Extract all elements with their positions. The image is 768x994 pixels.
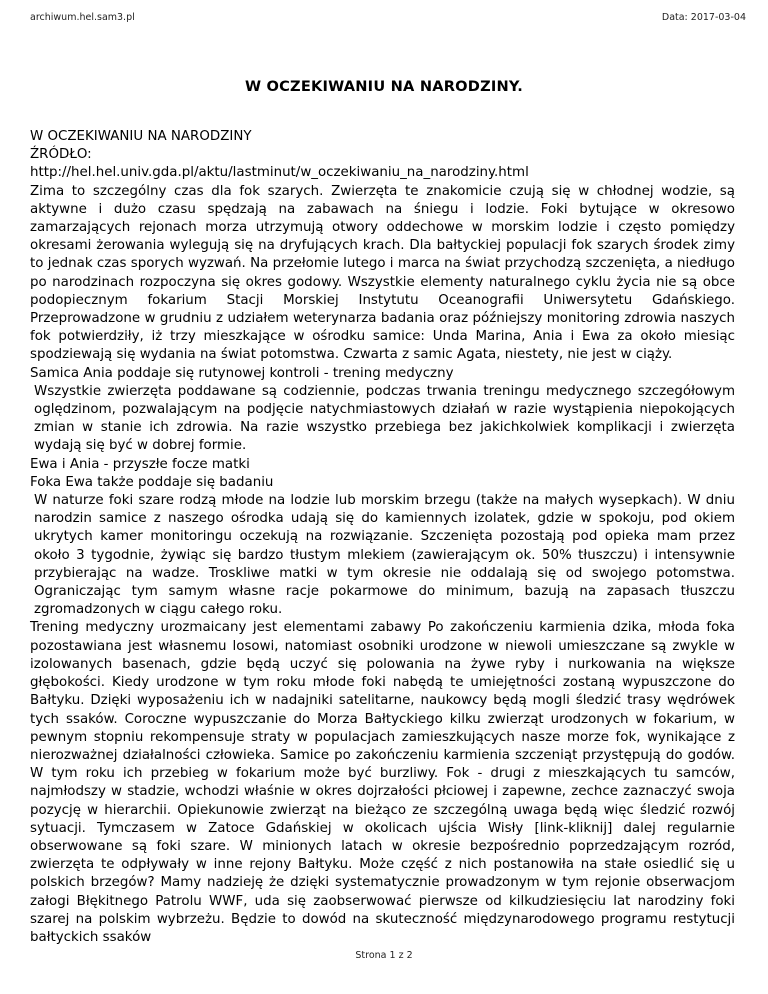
header-site: archiwum.hel.sam3.pl <box>30 12 135 23</box>
paragraph-1: Zima to szczególny czas dla fok szarych. Zwierzęta te znakomicie czują się w chłodnej wodzie, są aktywne i dużo czasu spędzają na zabawach na śniegu i lodzie. Foki bytujące w okresowo zamarzających rejonach morza utrzymują otwory oddechowe w morskim lodzie i często pomiędzy okresami żerowania wylegują się na dryfujących krach. Dla bałtyckiej populacji fok szarych środek zimy to jednak czas sporych wyzwań. Na przełomie lutego i marca na świat przychodzą szczenięta, a niedługo po narodzinach rozpoczyna się okres godowy. Wszystkie elementy naturalnego cyklu życia nie są obce podopiecznym fokarium Stacji Morskiej Instytutu Oceanografii Uniwersytetu Gdańskiego. Przeprowadzone w grudniu z udziałem weterynarza badania oraz późniejszy monitoring zdrowia naszych fok potwierdziły, iż trzy mieszkające w ośrodku samice: Unda Marina, Ania i Ewa za około miesiąc spodziewają się wydania na świat potomstwa. Czwarta z samic Agata, niestety, nie jest w ciąży. <box>30 183 735 363</box>
paragraph-2: Wszystkie zwierzęta poddawane są codziennie, podczas trwania treningu medycznego szczegółowym oględzinom, pozwalającym na podjęcie natychmiastowych działań w razie wystąpienia niepokojących zmian w stanie ich zdrowia. Na razie wszystko przebiega bez jakichkolwiek komplikacji i zwierzęta wydają się być w dobrej formie. <box>34 383 735 454</box>
caption-1: Samica Ania poddaje się rutynowej kontroli - trening medyczny <box>30 365 454 381</box>
paragraph-3: W naturze foki szare rodzą młode na lodzie lub morskim brzegu (także na małych wysepkach). W dniu narodzin samice z naszego ośrodka udają się do kamiennych izolatek, gdzie w spokoju, pod okiem ukrytych kamer monitoringu oczekują na rozwiązanie. Szczenięta pozostają pod opieka mam przez około 3 tygodnie, żywiąc się bardzo tłustym mlekiem (zawierającym ok. 50% tłuszczu) i intensywnie przybierając na wadze. Troskliwe matki w tym okresie nie oddalają się od swojego potomstwa. Ograniczając tym samym własne racje pokarmowe do minimum, bazują na zapasach tłuszczu zgromadzonych w ciągu całego roku. <box>34 493 735 618</box>
header-date: Data: 2017-03-04 <box>661 12 746 23</box>
source-url: http://hel.hel.univ.gda.pl/aktu/lastminut/w_oczekiwaniu_na_narodziny.html <box>30 165 529 181</box>
page-title: W OCZEKIWANIU NA NARODZINY. <box>244 78 524 95</box>
caption-3: Foka Ewa także poddaje się badaniu <box>30 474 274 490</box>
paragraph-4: Trening medyczny urozmaicany jest elementami zabawy Po zakończeniu karmienia dzika, młoda foka pozostawiana jest własnemu losowi, natomiast osobniki urodzone w niewoli umieszczane są zwykle w izolowanych basenach, gdzie będą uczyć się polowania na żywe ryby i nurkowania na większe głębokości. Kiedy urodzone w tym roku młode foki nabędą te umiejętności zostaną wypuszczone do Bałtyku. Dzięki wyposażeniu ich w nadajniki satelitarne, naukowcy będą mogli śledzić trasy wędrówek tych ssaków. Coroczne wypuszczanie do Morza Bałtyckiego kilku zwierząt urodzonych w fokarium, w pewnym stopniu rekompensuje straty w populacjach zamieszkujących nasze morze fok, wynikające z nierozważnej działalności człowieka. Samice po zakończeniu karmienia szczeniąt przystępują do godów. W tym roku ich przebieg w fokarium może być burzliwy. Fok - drugi z mieszkających tu samców, najmłodszy w stadzie, wchodzi właśnie w okres dojrzałości płciowej i zapewne, zechce zaznaczyć swoja pozycję w hierarchii. Opiekunowie zwierząt na bieżąco ze szczególną uwaga będą więc śledzić rozwój sytuacji. Tymczasem w Zatoce Gdańskiej w okolicach ujścia Wisły [link-kliknij] dalej regularnie obserwowane są foki szare. W minionych latach w okresie bezpośrednio poprzedzającym rozród, zwierzęta te odpływały w inne rejony Bałtyku. Może część z nich postanowiła na stałe osiedlić się u polskich brzegów? Mamy nadzieję że dzięki systematycznie prowadzonym w tym rejonie obserwacjom załogi Błękitnego Patrolu WWF, uda się zaobserwować pierwsze od kilkudziesięciu lat narodziny foki szarej na polskim wybrzeżu. Będzie to dowód na skuteczność międzynarodowego programu restytucji bałtyckich ssaków <box>30 620 735 945</box>
article-body <box>30 128 735 947</box>
heading-line: W OCZEKIWANIU NA NARODZINY <box>30 129 252 144</box>
page-footer: Strona 1 z 2 <box>355 950 413 961</box>
caption-2: Ewa i Ania - przyszłe focze matki <box>30 456 250 472</box>
source-label: ŹRÓDŁO: <box>30 147 92 163</box>
